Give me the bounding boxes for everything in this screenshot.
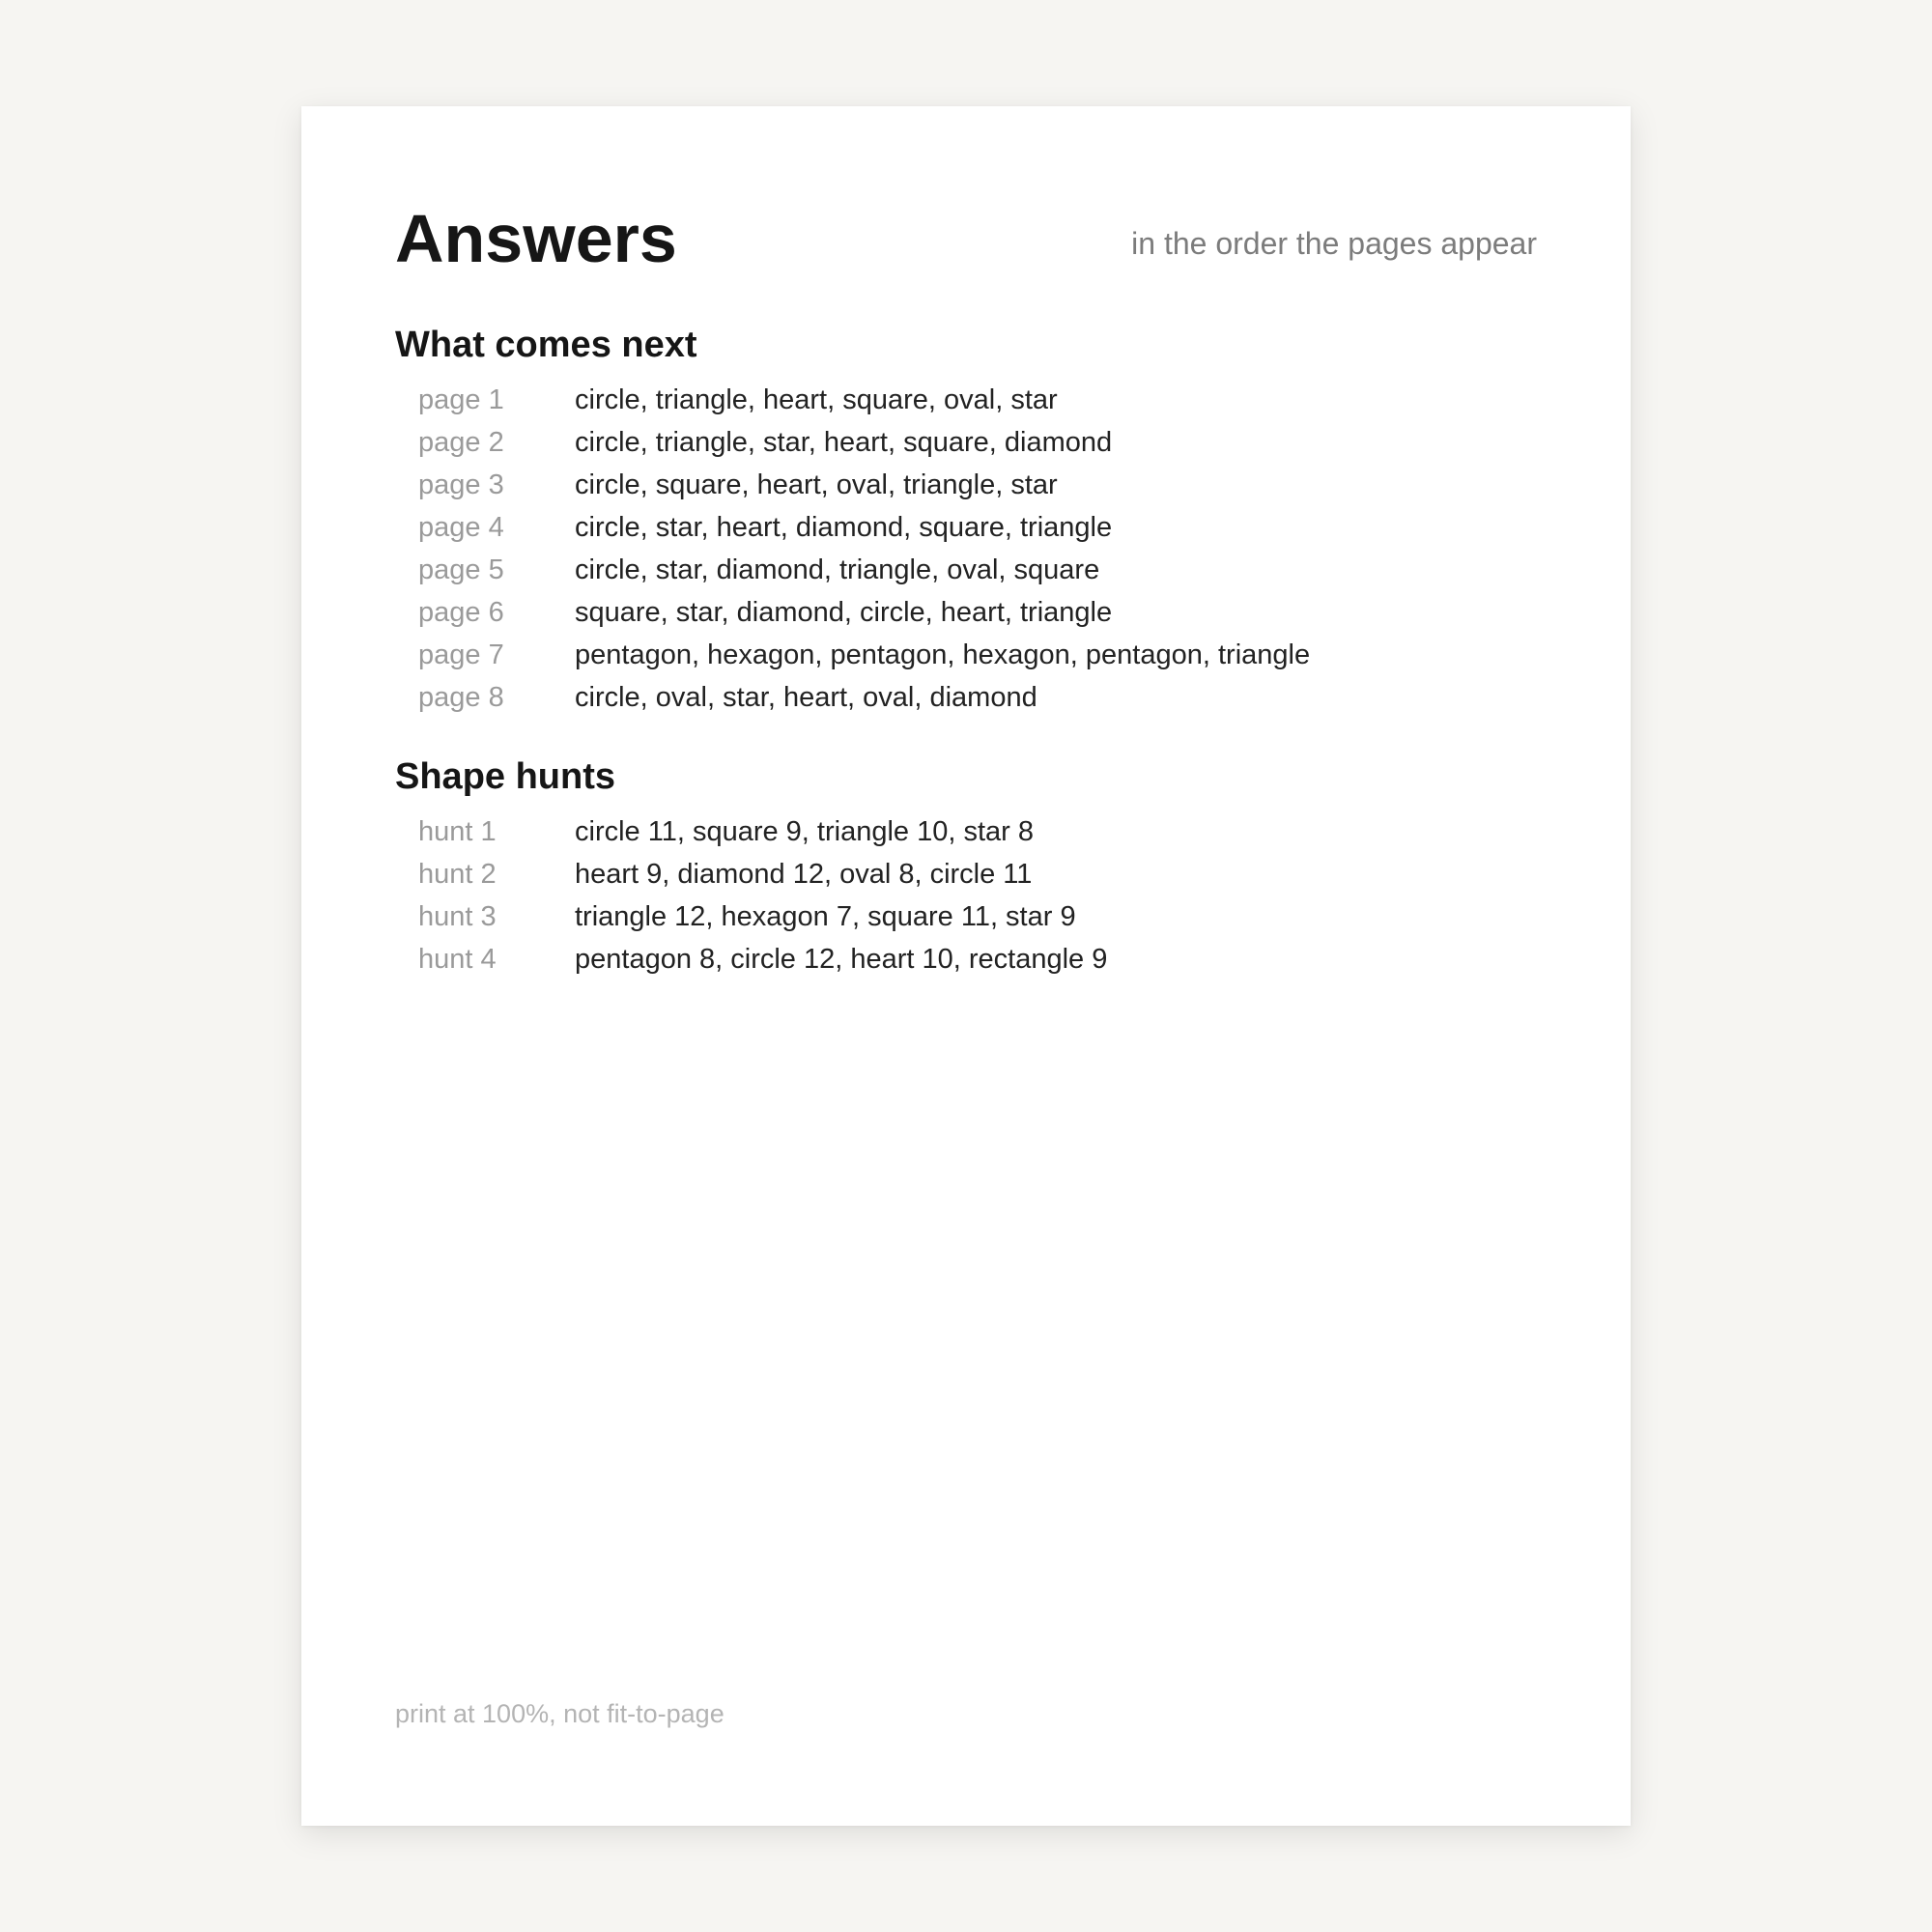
row-label: page 7 [418, 639, 504, 670]
section-heading-what-comes-next: What comes next [395, 325, 697, 365]
shape-hunts-section [395, 745, 1537, 980]
row-label: hunt 3 [418, 901, 497, 932]
answer-row [395, 464, 1537, 506]
row-value: circle, triangle, star, heart, square, diamond [575, 427, 1113, 458]
row-label: page 3 [418, 469, 504, 500]
answer-row [395, 895, 1537, 938]
row-value: square, star, diamond, circle, heart, triangle [575, 597, 1113, 628]
row-label: hunt 2 [418, 859, 497, 890]
row-value: circle, star, diamond, triangle, oval, square [575, 554, 1100, 585]
print-note: print at 100%, not fit-to-page [395, 1699, 724, 1728]
row-value: circle 11, square 9, triangle 10, star 8 [575, 816, 1034, 847]
row-label: page 5 [418, 554, 504, 585]
row-label: page 8 [418, 682, 504, 713]
row-value: circle, star, heart, diamond, square, triangle [575, 512, 1113, 543]
row-value: circle, triangle, heart, square, oval, star [575, 384, 1058, 415]
answer-row [395, 506, 1537, 549]
row-value: triangle 12, hexagon 7, square 11, star 9 [575, 901, 1076, 932]
row-label: page 4 [418, 512, 504, 543]
row-value: circle, square, heart, oval, triangle, star [575, 469, 1058, 500]
answer-row [395, 853, 1537, 895]
row-label: page 6 [418, 597, 504, 628]
page-header [395, 195, 1537, 282]
page-subtitle: in the order the pages appear [1131, 226, 1537, 261]
row-value: heart 9, diamond 12, oval 8, circle 11 [575, 859, 1033, 890]
answer-row [395, 634, 1537, 676]
answer-row [395, 379, 1537, 421]
section-heading-shape-hunts: Shape hunts [395, 756, 616, 797]
row-label: hunt 1 [418, 816, 497, 847]
page-title: Answers [395, 201, 677, 276]
answer-row [395, 591, 1537, 634]
answer-row [395, 421, 1537, 464]
row-value: pentagon, hexagon, pentagon, hexagon, pentagon, triangle [575, 639, 1311, 670]
answer-sheet [301, 106, 1631, 1826]
row-label: page 1 [418, 384, 504, 415]
row-value: circle, oval, star, heart, oval, diamond [575, 682, 1037, 713]
answer-row [395, 676, 1537, 719]
what-comes-next-section [395, 313, 1537, 719]
row-value: pentagon 8, circle 12, heart 10, rectangle 9 [575, 944, 1108, 975]
answer-row [395, 549, 1537, 591]
answer-row [395, 938, 1537, 980]
answer-row [395, 810, 1537, 853]
row-label: page 2 [418, 427, 504, 458]
row-label: hunt 4 [418, 944, 497, 975]
